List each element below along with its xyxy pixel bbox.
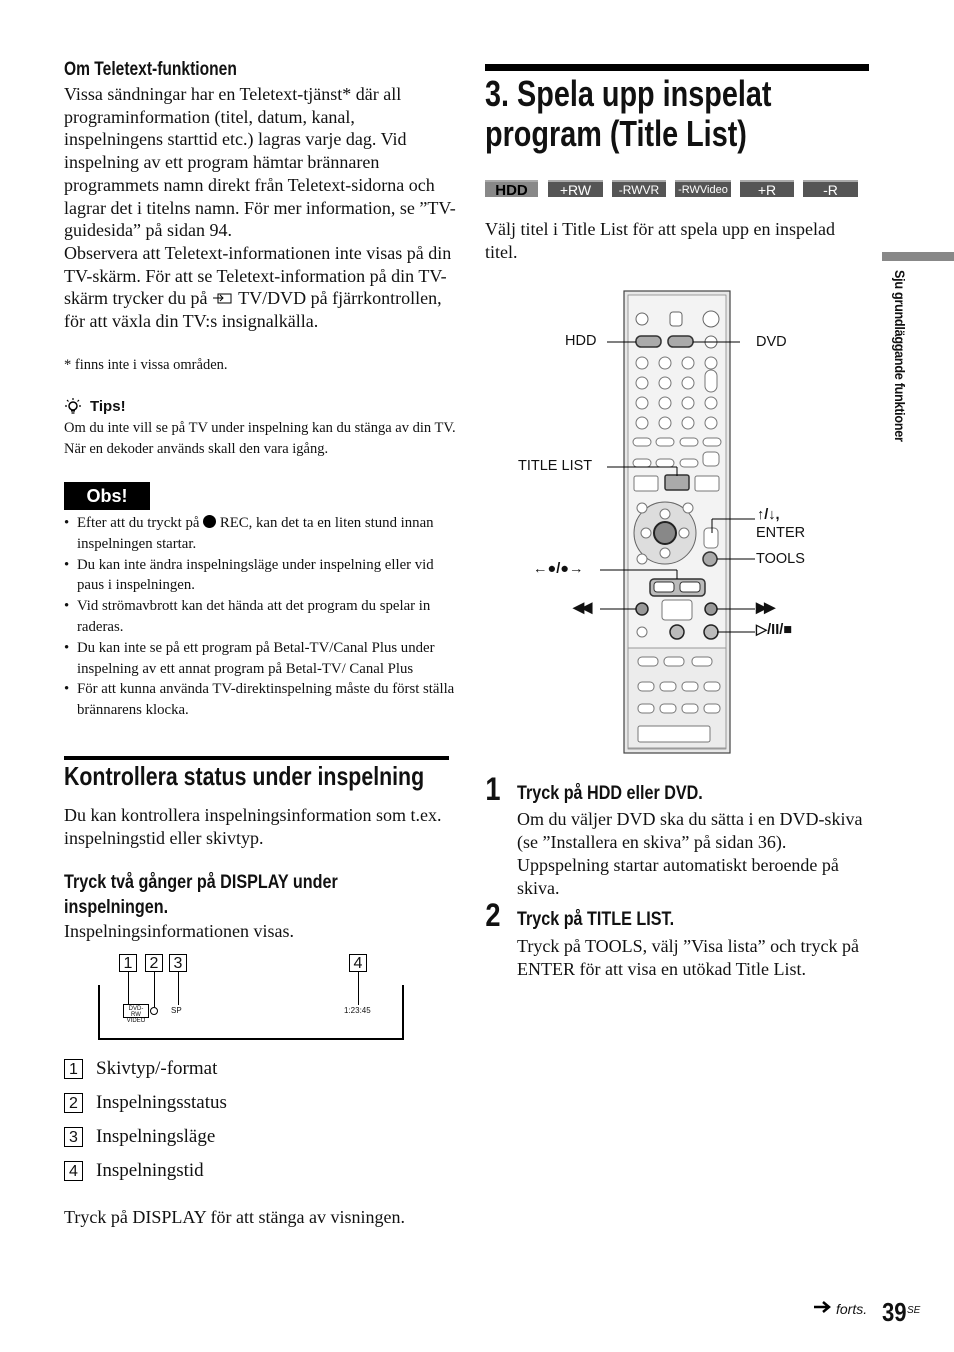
media-badge-plus-r: +R [740,180,794,197]
obs-list [64,513,456,721]
marker-4: 4 [349,954,367,972]
teletext-para-2a: Observera att Teletext-informationen inte visas på din TV-skärm. För att se Teletext-information på din TV-skärm trycker du på [64,242,452,309]
label-rewind: ◀◀ [573,600,590,616]
rec-mode-indicator: SP [171,1006,182,1015]
legend-text: Inspelningsstatus [96,1092,227,1113]
obs-item: • Vid strömavbrott kan det hända att det program du spelar in raderas. [64,596,456,638]
media-badge-rw-vr: -RWVR [612,180,666,197]
legend-text: Inspelningstid [96,1160,204,1181]
side-tab-bar [882,252,954,261]
media-badge-plus-rw: +RW [548,180,603,197]
page-number: 39 [882,1297,907,1327]
label-forward: ▶▶ [756,600,773,616]
media-badge-rw-video: -RWVideo [675,180,731,197]
legend-num: 1 [64,1059,83,1079]
teletext-para-1: Vissa sändningar har en Teletext-tjänst* där all programinformation (titel, datum, kanal, inspelningens starttid etc.) lagras varje dag. Vid inspelning av ett program hämtar brännaren programmets namn direkt från Teletext-sidorna och lagrar det i titelns namn. För mer information, se ”TV-guidesida” på sidan 94. [64,84,456,241]
legend-text: Skivtyp/-format [96,1058,218,1079]
disc-type-indicator: DVD-RW VIDEO [123,1004,149,1018]
label-enter-text: ENTER [756,525,806,541]
marker-2: 2 [145,954,163,972]
remote-leader-lines [700,286,760,666]
obs-item: • Du kan inte ändra inspelningsläge under inspelning eller vid paus i inspelningen. [64,555,456,597]
obs-item: • Du kan inte se på ett program på Betal-TV/Canal Plus under inspelning av ett annat program på Betal-TV/ Canal Plus [64,638,456,680]
rec-status-indicator [150,1007,158,1015]
step-text-1: Om du väljer DVD ska du sätta i en DVD-skiva (se ”Installera en skiva” på sidan 36). Uppspelning startar automatiskt beroende på skiva. [517,809,863,898]
step-heading: Tryck två gånger på DISPLAY under inspelningen. [64,872,338,918]
continued-arrow-icon [814,1300,834,1319]
chapter-rule [485,64,869,71]
teletext-para-2b: TV/DVD på fjärrkontrollen, för att växla din TV:s insignalkälla. [64,288,442,332]
step-text-2: Tryck på TOOLS, välj ”Visa lista” och tryck på ENTER för att visa en utökad Title List. [517,936,860,979]
label-title-list: TITLE LIST [518,458,593,474]
step-number-1: 1 [485,771,501,807]
step-heading-2: Tryck på TITLE LIST. [517,909,675,930]
obs-item-1a: Efter att du tryckt på [77,515,200,531]
continued-label: forts. [836,1301,868,1317]
step-result: Inspelningsinformationen visas. [64,921,294,941]
page-suffix: SE [907,1305,921,1316]
obs-item: • För att kunna använda TV-direktinspelning måste du först ställa brännarens klocka. [64,679,456,721]
marker-3: 3 [169,954,187,972]
section-rule [64,756,449,760]
legend-num: 4 [64,1161,83,1181]
rec-time-indicator: 1:23:45 [344,1006,371,1015]
media-badge-minus-r: -R [803,180,858,197]
obs-item [64,513,456,555]
marker-1: 1 [119,954,137,972]
step-heading-1: Tryck på HDD eller DVD. [517,783,703,804]
media-badge-hdd: HDD [485,180,538,197]
obs-item-1b: REC, kan det ta en liten stund innan inspelningen startar. [77,515,434,552]
label-skip: ←●/●→ [533,561,584,577]
teletext-para-2 [64,242,456,333]
side-tab-label: Sju grundläggande funktioner [892,270,908,442]
closing-note: Tryck på DISPLAY för att stänga av visningen. [64,1207,405,1227]
teletext-heading: Om Teletext-funktionen [64,59,237,80]
tips-heading: Tips! [90,398,126,415]
rec-dot-icon [203,515,216,528]
input-select-icon [212,291,234,305]
label-play-pause-stop: ▷/II/■ [756,622,793,638]
footnote: * finns inte i vissa områden. [64,357,228,373]
label-dvd: DVD [756,334,787,350]
label-tools: TOOLS [756,551,805,567]
legend-num: 3 [64,1127,83,1147]
step-number-2: 2 [485,897,501,933]
teletext-body [64,83,456,333]
label-arrows: ↑/↓, [757,507,780,523]
section-heading: Kontrollera status under inspelning [64,761,425,791]
obs-badge: Obs! [64,482,150,510]
tips-bulb-icon [64,397,82,420]
section-intro: Du kan kontrollera inspelningsinformation som t.ex. inspelningstid eller skivtyp. [64,805,442,848]
chapter-intro: Välj titel i Title List för att spela upp en inspelad titel. [485,219,835,262]
chapter-heading: 3. Spela upp inspelat program (Title List) [485,73,772,154]
tips-text: Om du inte vill se på TV under inspelning kan du stänga av din TV. När en dekoder används skall den vara igång. [64,420,456,457]
label-hdd: HDD [565,333,597,349]
legend-num: 2 [64,1093,83,1113]
legend-text: Inspelningsläge [96,1126,216,1147]
